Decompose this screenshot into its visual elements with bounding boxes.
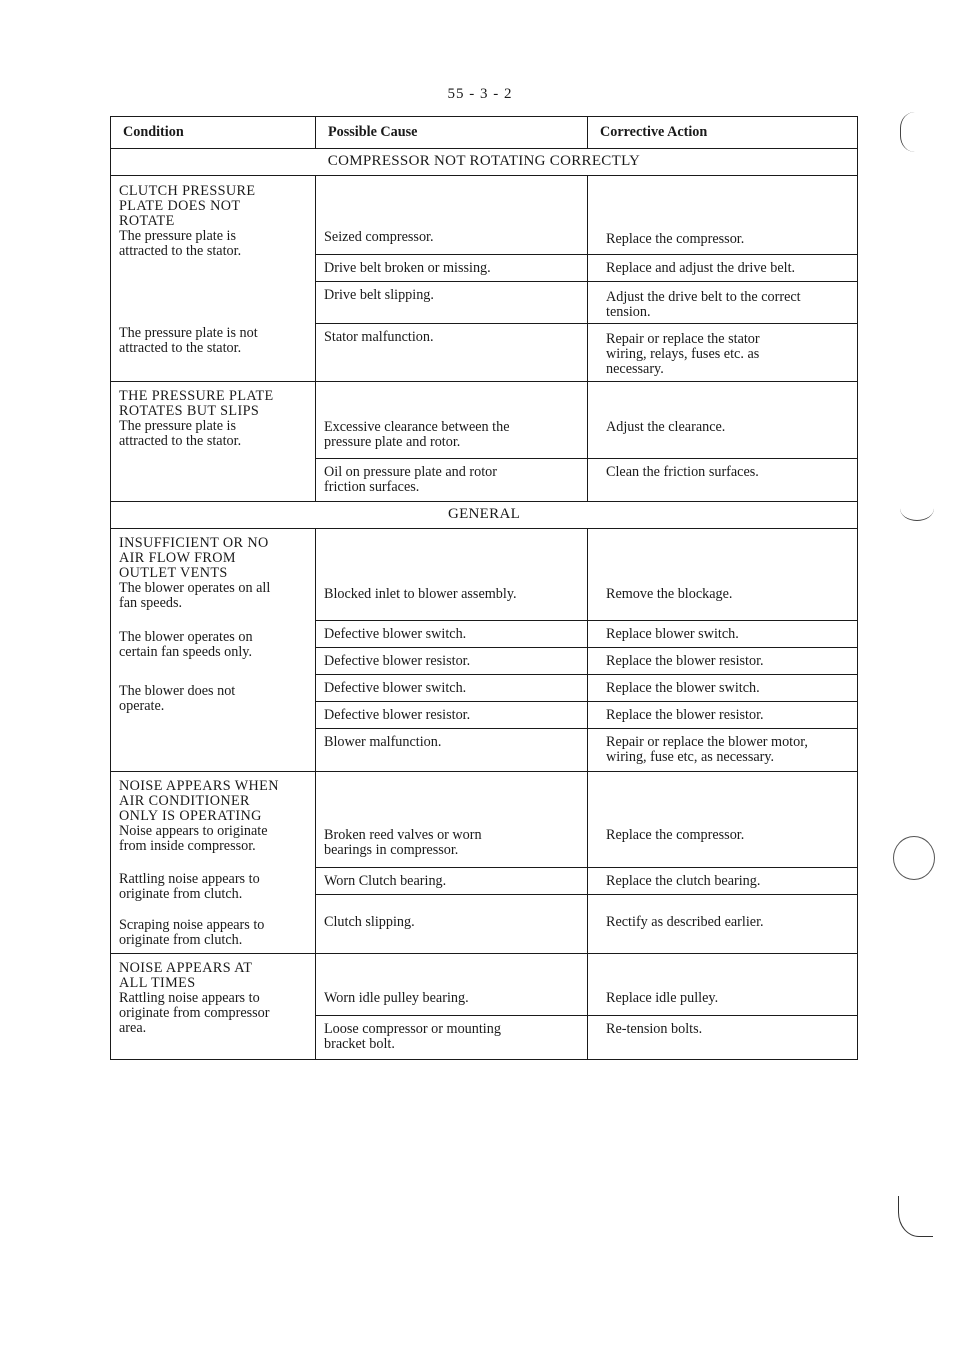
cause-cell: Defective blower resistor. <box>316 648 588 674</box>
cause-cell: Excessive clearance between the pressure plate and rotor. <box>316 382 588 458</box>
cause-cell: Worn Clutch bearing. <box>316 868 588 894</box>
action-cell: Replace the clutch bearing. <box>606 873 761 889</box>
table-row <box>316 895 857 953</box>
header-condition: Condition <box>111 117 316 148</box>
table-row <box>316 648 857 675</box>
condition-text: Rattling noise appears to originate from compressor area. <box>119 990 270 1036</box>
cause-cell: Defective blower switch. <box>316 621 588 647</box>
action-cell: Re-tension bolts. <box>606 1021 703 1037</box>
action-cell: Remove the blockage. <box>606 586 733 602</box>
cause-cell: Blocked inlet to blower assembly. <box>316 529 588 620</box>
cause-cell: Drive belt broken or missing. <box>316 255 588 281</box>
table-row <box>316 324 857 381</box>
action-cell: Adjust the clearance. <box>606 419 726 435</box>
table-row <box>316 176 857 255</box>
action-cell: Clean the friction surfaces. <box>606 464 759 480</box>
condition-title: CLUTCH PRESSURE PLATE DOES NOT ROTATE <box>119 183 256 229</box>
table-row <box>316 868 857 895</box>
condition-cell <box>111 529 316 771</box>
cause-cell: Broken reed valves or worn bearings in compressor. <box>316 772 588 867</box>
binder-hole-mark <box>898 1196 933 1237</box>
action-cell: Repair or replace the stator wiring, relays, fuses etc. as necessary. <box>606 331 760 377</box>
condition-text: The blower does not operate. <box>119 683 236 714</box>
table-row <box>316 282 857 324</box>
condition-text: The pressure plate is attracted to the stator. <box>119 418 242 449</box>
condition-group <box>111 529 857 772</box>
condition-text: Rattling noise appears to originate from clutch. <box>119 871 260 902</box>
action-cell: Repair or replace the blower motor, wiring, fuse etc, as necessary. <box>606 734 808 765</box>
action-cell: Replace blower switch. <box>606 626 739 642</box>
condition-group <box>111 382 857 502</box>
action-cell: Rectify as described earlier. <box>606 914 764 930</box>
header-corrective-action: Corrective Action <box>600 124 708 140</box>
cause-cell: Drive belt slipping. <box>316 282 588 323</box>
action-cell: Replace the blower switch. <box>606 680 760 696</box>
condition-text: Scraping noise appears to originate from clutch. <box>119 917 265 948</box>
cause-cell: Stator malfunction. <box>316 324 588 381</box>
condition-text: The pressure plate is not attracted to the stator. <box>119 325 258 356</box>
table-row <box>316 675 857 702</box>
table-header <box>111 117 857 149</box>
condition-title: NOISE APPEARS WHEN AIR CONDITIONER ONLY IS OPERATING <box>119 778 279 824</box>
action-cell: Replace the blower resistor. <box>606 653 764 669</box>
condition-cell <box>111 772 316 953</box>
table-row <box>316 529 857 621</box>
table-row <box>316 459 857 501</box>
condition-group <box>111 176 857 382</box>
cause-cell: Blower malfunction. <box>316 729 588 771</box>
condition-title: NOISE APPEARS AT ALL TIMES <box>119 960 253 991</box>
cause-cell: Defective blower resistor. <box>316 702 588 728</box>
action-cell: Replace the compressor. <box>606 231 745 247</box>
troubleshooting-table <box>110 116 858 1060</box>
cause-cell: Defective blower switch. <box>316 675 588 701</box>
table-row <box>316 772 857 868</box>
cause-cell: Oil on pressure plate and rotor friction surfaces. <box>316 459 588 501</box>
cause-cell: Worn idle pulley bearing. <box>316 954 588 1015</box>
condition-title: THE PRESSURE PLATE ROTATES BUT SLIPS <box>119 388 274 419</box>
section-general: GENERAL <box>111 502 857 529</box>
header-possible-cause: Possible Cause <box>316 117 588 148</box>
page-number: 55 - 3 - 2 <box>447 86 513 102</box>
cause-cell: Loose compressor or mounting bracket bolt. <box>316 1016 588 1059</box>
binder-hole-mark <box>900 496 934 521</box>
table-row <box>316 621 857 648</box>
action-cell: Replace and adjust the drive belt. <box>606 260 796 276</box>
action-cell: Replace idle pulley. <box>606 990 719 1006</box>
table-row <box>316 729 857 771</box>
cause-cell: Seized compressor. <box>316 176 588 254</box>
action-cell: Replace the compressor. <box>606 827 745 843</box>
table-row <box>316 382 857 459</box>
binder-hole-mark <box>900 112 937 152</box>
table-row <box>316 702 857 729</box>
cause-cell: Clutch slipping. <box>316 895 588 953</box>
condition-title: INSUFFICIENT OR NO AIR FLOW FROM OUTLET VENTS <box>119 535 269 581</box>
action-cell: Replace the blower resistor. <box>606 707 764 723</box>
condition-text: The blower operates on all fan speeds. <box>119 580 271 611</box>
condition-text: The blower operates on certain fan speeds only. <box>119 629 253 660</box>
table-row <box>316 255 857 282</box>
condition-cell <box>111 176 316 381</box>
condition-group <box>111 954 857 1059</box>
binder-hole-mark <box>893 836 935 880</box>
condition-text: The pressure plate is attracted to the stator. <box>119 228 242 259</box>
condition-text: Noise appears to originate from inside compressor. <box>119 823 268 854</box>
table-row <box>316 1016 857 1059</box>
section-compressor: COMPRESSOR NOT ROTATING CORRECTLY <box>111 149 857 176</box>
condition-group <box>111 772 857 954</box>
action-cell: Adjust the drive belt to the correct tension. <box>606 289 801 320</box>
condition-cell <box>111 954 316 1059</box>
table-row <box>316 954 857 1016</box>
condition-cell <box>111 382 316 501</box>
